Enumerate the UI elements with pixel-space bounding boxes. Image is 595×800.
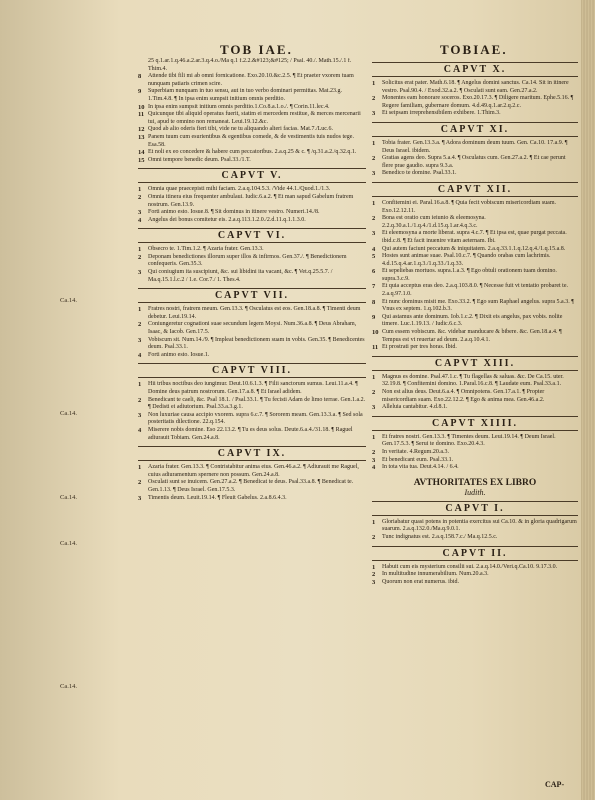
verse-number: 10 [372, 329, 379, 337]
verse-number: 3 [372, 404, 376, 412]
verse-number: 3 [372, 110, 376, 118]
verse-entry [372, 95, 578, 110]
verse-entry [372, 200, 578, 215]
verse-number: 2 [372, 389, 376, 396]
verse-entry [138, 479, 366, 494]
verse-entry [138, 58, 366, 73]
verse-entry [372, 464, 578, 472]
verse-text: Qui coniugium ita suscipiunt, &c. sui libidini ita vacant, &c. ¶ Vet.q.25.5.7. / Ma.q.15.1.l.c.2 / 1.e. Cor.7./ 1. Thes.4. [148, 269, 333, 283]
chapter-heading: CAPVT IX. [138, 446, 366, 461]
verse-entry [372, 170, 578, 178]
chapter-heading: CAPVT XII. [372, 182, 578, 197]
verse-number: 8 [138, 73, 142, 81]
verse-entry [138, 337, 366, 352]
verse-number: 14 [138, 149, 145, 157]
verse-text: Omni tempore benedic deum. Psal.33./1.T. [148, 156, 251, 163]
verse-number: 2 [138, 479, 142, 487]
verse-entry [372, 215, 578, 230]
verse-number: 2 [372, 215, 376, 223]
verse-entry [372, 268, 578, 283]
verse-entry [138, 111, 366, 126]
verse-entry [138, 88, 366, 103]
verse-text: Tunc indignatus est. 2.a.q.158.7.c./ Ma.q.12.5.c. [382, 533, 498, 540]
verse-entry [372, 389, 578, 404]
verse-number: 12 [138, 126, 145, 134]
verse-text: Angelus dei bonus comitetur eis. 2.a.q.113.1.2.0./2.d.11.q.1.1.3.0. [148, 216, 306, 223]
verse-text: Monentes eam honorare soceros. Exo.20.17.3. ¶ Diligere maritum. Ephe.5.16. ¶ Regere familiam, gubernare domum. 4.d.49.q.1.ar.2.q.2.c. [382, 95, 574, 109]
verse-text: Vobiscum sit. Num.14./9. ¶ Impleat benedictionem suam in vobis. Gen.35. ¶ Benedicentes deum. Psal.33.1. [148, 336, 365, 351]
margin-note: Ca.14. [60, 297, 77, 304]
verse-number: 2 [372, 533, 376, 541]
verse-text: In multitudine innumerabilium. Num.20.a.3. [382, 571, 489, 578]
running-head-right: TOBIAE. [440, 42, 508, 57]
verse-text: Obsecro te. 1.Tim.1.2. ¶ Azaria frater. Gen.13.3. [148, 246, 264, 253]
verse-entry [138, 254, 366, 269]
verse-number: 2 [372, 448, 376, 456]
verse-number: 2 [372, 155, 376, 163]
verse-text: Bona est oratio cum ieiunio & eleemosyna. 2.2.q.30.a.1./1.q.4./1.d.15.q.1.ar.4.q.3.c. [382, 215, 486, 229]
chapter-heading: CAPVT II. [372, 546, 578, 561]
verse-text: Panem tuum cum esurientibus & egentibus comede, & de vestimentis tuis nudos tege. Esa.58. [148, 133, 354, 148]
verse-text: Non luxuriae causa accipio vxorem. supra 6.c.7. ¶ Sororem meam. Gen.13.3.a. ¶ Sed sola posteritatis dilectione. 22.q.154. [148, 411, 363, 426]
margin-note: Ca.14. [60, 410, 77, 417]
verse-entry [372, 314, 578, 329]
verse-entry [138, 126, 366, 134]
verse-number: 1 [372, 373, 376, 381]
verse-entry [372, 404, 578, 412]
verse-text: Omnia quae praecepisti mihi faciam. 2.a.q.104.5.3. /Vide 44.1./Quod.1./1.3. [148, 186, 331, 193]
verse-text: Benedicant te caeli, &c. Psal 18.1. / Psal.33.1. ¶ Tu fecisti Adam de limo terrae. Gen.1.a.2. ¶ Dedisti ei adiutorium. Psal.33.a.3.g.1. [148, 396, 366, 411]
verse-text: Et nunc dominus misit me. Exo.33.2. ¶ Ego sum Raphael angelus. supra 5.a.3. ¶ Vnus ex septem. 1.q.102.b.3. [382, 298, 574, 313]
verse-number: 1 [138, 464, 142, 472]
verse-text: Forti animo esto. Iosue.1. [148, 351, 210, 358]
verse-entry [138, 209, 366, 217]
left-column [138, 58, 366, 788]
verse-number: 2 [138, 253, 142, 261]
verse-number: 8 [372, 298, 376, 306]
verse-number: 3 [138, 494, 142, 502]
verse-entry [138, 306, 366, 321]
verse-text: Tobia frater. Gen.13.3.a. ¶ Adora dominum deum tuum. Gen. Ca.10. 17.a.9. ¶ Deus Israel. ibidem. [382, 139, 568, 154]
verse-entry [372, 457, 578, 465]
verse-text: Cum essem vobiscum. &c. videbar manducare & bibere. &c. Gen.18.a.4. ¶ Tempus est vt reuertar ad deum. 2.a.q.10.4.1. [382, 329, 562, 343]
verse-text: Et sepeliebas mortuos. supra.1.a.3. ¶ Ego obtuli orationem tuam domino. supra.3.c.9. [382, 268, 557, 282]
verse-number: 2 [372, 95, 376, 103]
chapter-heading: CAPVT VII. [138, 288, 366, 303]
verse-text: Fratres nostri, fratrem meum. Gen.13.3. ¶ Osculatus est eos. Gen.18.a.8. ¶ Timenti deum debetur. Leui.19.14. [148, 306, 361, 320]
verse-number: 2 [138, 193, 142, 201]
verse-number: 3 [138, 336, 142, 344]
verse-text: Confitemini ei. Paral.16.a.8. ¶ Quia fecit vobiscum misericordiam suam. Exo.12.12.11. [382, 199, 557, 214]
verse-entry [372, 564, 578, 572]
verse-number: 4 [372, 245, 376, 253]
verse-entry [138, 464, 366, 479]
verse-number [138, 58, 148, 73]
verse-text: Azaria frater. Gen.13.3. ¶ Contristabitur anima eius. Gen.46.a.2. ¶ Adiurauit me Raguel, cuius adiuramentum spernere non possum. Gen.24.a.8. [148, 464, 359, 478]
chapter-heading: CAPVT X. [372, 62, 578, 77]
verse-entry [372, 449, 578, 457]
verse-number: 7 [372, 283, 376, 291]
verse-text: Attende tibi fili mi ab omni fornicatione. Exo.20.10.&c.2.5. ¶ Et praeter vxorem tuam nunquam patiaris crimen scire. [148, 73, 354, 87]
verse-entry [138, 427, 366, 442]
verse-text: Non est alius deus. Deut.6.a.4. ¶ Omnipotens. Gen.17.a.1. ¶ Propter misericordiam suam. Exo.22.12.2. ¶ Ego & anima mea. Gen.46.a.2. [382, 389, 545, 403]
verse-number: 3 [372, 578, 376, 586]
verse-number: 6 [372, 268, 376, 276]
chapter-heading: CAPVT XIII. [372, 356, 578, 371]
verse-number: 1 [138, 246, 142, 254]
verse-text: Superbiam nunquam in tuo sensu, aut in tuo verbo dominari permittas. Mat.23.g. 1.Tim.4.8. ¶ In ipsa enim sumpsit initium omnis perditio. [148, 88, 342, 102]
running-head-left: TOB IAE. [220, 42, 293, 57]
verse-text: Solicitus erat pater. Math.6.18. ¶ Angelus domini sanctus. Ca.14. Sit in itinere vestro. Psal.90.4. / Exod.32.a.2. ¶ Osculati sunt eam. Gen.27.a.2. [382, 80, 569, 94]
verse-number: 15 [138, 156, 145, 164]
verse-number: 1 [138, 186, 142, 194]
verse-entry [138, 269, 366, 284]
verse-number: 1 [372, 563, 376, 571]
verse-entry [138, 495, 366, 503]
verse-text: Forti animo esto. Iosue.8. ¶ Sit dominus in itinere vestro. Numeri.14./8. [148, 209, 320, 216]
verse-number: 11 [372, 344, 379, 352]
verse-entry [138, 217, 366, 225]
verse-text: In tota vita tua. Deut.4.14. / 6.4. [382, 464, 459, 471]
right-column [372, 58, 578, 788]
verse-text: Miserere nobis domine. Eso 22.13.2. ¶ Tu es deus solus. Deute.6.a.4./31.18. ¶ Raguel adiurauit Tobiam. Gen.24.a.8. [148, 426, 353, 441]
verse-number: 9 [372, 313, 376, 321]
verse-text: Deponam benedictiones illorum super illos & infirmos. Gen.37./. ¶ Benedictionem confequeris. Gen.35.3. [148, 253, 347, 268]
verse-number: 2 [138, 396, 142, 404]
verse-entry [372, 534, 578, 542]
verse-text: Quorum non erat numerus. ibid. [382, 578, 459, 585]
chapter-heading: CAPVT XI. [372, 122, 578, 137]
verse-entry [138, 381, 366, 396]
verse-entry [372, 374, 578, 389]
verse-text: Et eleemosyna a morte liberat. supra 4.c.7. ¶ Et ipsa est, quae purgat peccata. ibid.c.8. ¶ Et facit inuenire vitam aeternam. Ibi. [382, 230, 567, 244]
margin-note: Ca.14. [60, 540, 77, 547]
verse-text: Coniungeretur cognationi suae secundum legem Moysi. Num.36.a.8. ¶ Deus Abraham, Isaac, & Iacob. Gen.17.5. [148, 321, 357, 336]
verse-entry [138, 412, 366, 427]
verse-text: Et quia acceptus eras deo. 2.a.q.103.8.0. ¶ Necesse fuit vt tentatio probaret te. 2.a.q.97.1.0. [382, 283, 568, 298]
verse-text: Hii tribus noctibus deo iungimur. Deut.10.6.1.3. ¶ Filii sanctorum sumus. Leui.11.a.4. ¶ Domine deus patrum nostrorum. Gen.17.a.8. ¶ Et Israel adidem. [148, 381, 358, 395]
verse-text: Gratias agens deo. Supra 5.a.4. ¶ Osculatus cum. Gen.27.a.2. ¶ Et cae perunt flere prae gaudio. supra 9.3.a. [382, 155, 566, 169]
chapter-heading: CAPVT V. [138, 168, 366, 183]
verse-text: Gloriabatur quasi potens in potentia exercitus sui Ca.10. & in gloria quadrigarum suarum. 2.a.q.132.0./Ma.q.9.0.1. [382, 518, 577, 533]
verse-entry [372, 579, 578, 587]
verse-text: Et fratres nostri. Gen.13.3. ¶ Timentes deum. Leui.19.14. ¶ Deum Israel. Gen.17.5.3. ¶ Serui te domino. Exo.20.4.3. [382, 433, 556, 448]
verse-text: Qui astamus ante dominum. Iob.1.c.2. ¶ Dixit eis angelus, pax vobis. nolite timere. Luc.1.19.13. / Iudic.6.c.3. [382, 313, 563, 328]
page-edges [581, 0, 595, 800]
verse-number: 1 [138, 306, 142, 314]
verse-entry [138, 157, 366, 165]
verse-text: Et seipsam irreprehensibilem exhibere. 1.Thim.3. [382, 110, 501, 117]
verse-number: 11 [138, 111, 145, 119]
verse-number: 1 [372, 433, 376, 441]
verse-entry [138, 194, 366, 209]
verse-number: 13 [138, 133, 145, 141]
verse-text: Qui autem faciunt peccatum & iniquitatem. 2.a.q.33.1.1.q.12.q.4./1.q.15.a.8. [382, 245, 566, 252]
chapter-heading: CAPVT XIIII. [372, 416, 578, 431]
verse-text: Quod ab alio oderis fieri tibi, vide ne tu aliquando alteri facias. Mat.7./Luc.6. [148, 126, 333, 133]
verse-text: Quicunque tibi aliquid operatus fuerit, statim ei mercedem restitue, & merces mercenarii tui, apud te omnino non remaneat. Leui.19.12.&c. [148, 111, 361, 125]
verse-number: 4 [138, 426, 142, 434]
verse-number: 1 [372, 518, 376, 526]
verse-number: 3 [372, 230, 376, 238]
margin-note: Ca.14. [60, 494, 77, 501]
verse-number: 3 [138, 269, 142, 277]
verse-number: 3 [372, 456, 376, 464]
verse-entry [372, 155, 578, 170]
verse-entry [138, 73, 366, 88]
verse-number: 2 [138, 321, 142, 329]
verse-text: Alleluia cantabitur. 4.d.8.1. [382, 404, 448, 411]
margin-note: Ca.14. [60, 683, 77, 690]
catchword: CAP- [545, 780, 565, 789]
verse-text: Et noli ex eo concedere & habere cum peccatoribus. 2.a.q.25 & c. ¶ /q.31.a.2./q.32.q.1. [148, 149, 357, 156]
verse-entry [372, 80, 578, 95]
verse-number: 1 [372, 80, 376, 87]
chapter-heading: CAPVT VI. [138, 228, 366, 243]
verse-entry [372, 246, 578, 254]
verse-text: Omnia itinera eius frequenter ambulaui. Iudic.6.a.2. ¶ Et man sapud Gabelum fratrem nostrum. Gen.13.9. [148, 193, 354, 208]
verse-entry [372, 434, 578, 449]
verse-text: Habuit cum eis mysterium consilii sui. 2.a.q.14.0./Veri.q.Ca.10. 9.17.3.0. [382, 563, 558, 570]
verse-entry [372, 344, 578, 352]
verse-number: 1 [372, 199, 376, 207]
verse-entry [372, 253, 578, 268]
verse-entry [138, 352, 366, 360]
verse-entry [138, 149, 366, 157]
verse-number: 4 [372, 464, 376, 472]
verse-number: 3 [372, 170, 376, 178]
verse-entry [372, 110, 578, 118]
verse-entry [138, 246, 366, 254]
verse-text: Et prostrati per tres horas. Ibid. [382, 344, 457, 351]
verse-text: Magnus es domine. Psal.47.1.c. ¶ Tu flagellas & saluas. &c. De Ca.15. uter. 32.19.8. ¶ Confitemini domino. 1.Paral.16.c.8. ¶ Laudate eum. Psal.33.a.1. [382, 373, 564, 388]
verse-number: 3 [138, 209, 142, 217]
verse-text: Benedico te domine. Psal.33.1. [382, 170, 457, 177]
verse-number: 1 [138, 381, 142, 389]
verse-text: Et benedicant eum. Psal.33.1. [382, 456, 454, 463]
verse-text: 25 q.1.ar.1.q.46.a.2.ar.3.q.4.o./Ma q.1 f.2.2.&#123;&#125; / Psal. 40./. Math.15./.1 f. Thim.4. [148, 58, 352, 72]
verse-entry [138, 397, 366, 412]
verse-text: Timentis deum. Leuit.19.14. ¶ Fleuit Gabelus. 2.a.8.6.4.3. [148, 494, 287, 501]
verse-entry [372, 571, 578, 579]
verse-entry [372, 230, 578, 245]
verse-entry [372, 283, 578, 298]
verse-number: 9 [138, 88, 142, 96]
verse-number: 4 [138, 351, 142, 359]
verse-number: 5 [372, 253, 376, 261]
verse-entry [138, 134, 366, 149]
verse-number: 2 [372, 571, 376, 579]
verse-entry [372, 519, 578, 534]
verse-entry [138, 321, 366, 336]
verse-text: Osculati sunt se inuicem. Gen.27.a.2. ¶ Benedicat te deus. Psal.33.a.8. ¶ Benedicat te. Gen.1.13. ¶ Deus Israel. Gen.17.5.3. [148, 479, 354, 493]
verse-text: In veritate. 4.Regum.20.a.3. [382, 448, 449, 455]
verse-entry [372, 299, 578, 314]
chapter-heading: CAPVT I. [372, 501, 578, 516]
verse-text: Hostes sunt animae suae. Psal.10.c.7. ¶ Quando orabas cum lachrimis. 4.d.15.q.4.ar.1.q.3./1.q.33./1.q.33. [382, 253, 551, 267]
verse-number: 4 [138, 216, 142, 224]
verse-text: In ipsa enim sumpsit initium omnis perditio.1.Co.8.a.1.o./. ¶ Corin.11.lec.4. [148, 103, 330, 110]
verse-number: 10 [138, 103, 145, 111]
verse-entry [138, 186, 366, 194]
section-heading: AVTHORITATES EX LIBRO [413, 477, 537, 488]
verse-number: 1 [372, 139, 376, 147]
chapter-heading: CAPVT VIII. [138, 363, 366, 378]
section-subheading: Iudith. [464, 487, 486, 497]
verse-number: 3 [138, 411, 142, 419]
verse-entry [372, 329, 578, 344]
verse-entry [372, 140, 578, 155]
